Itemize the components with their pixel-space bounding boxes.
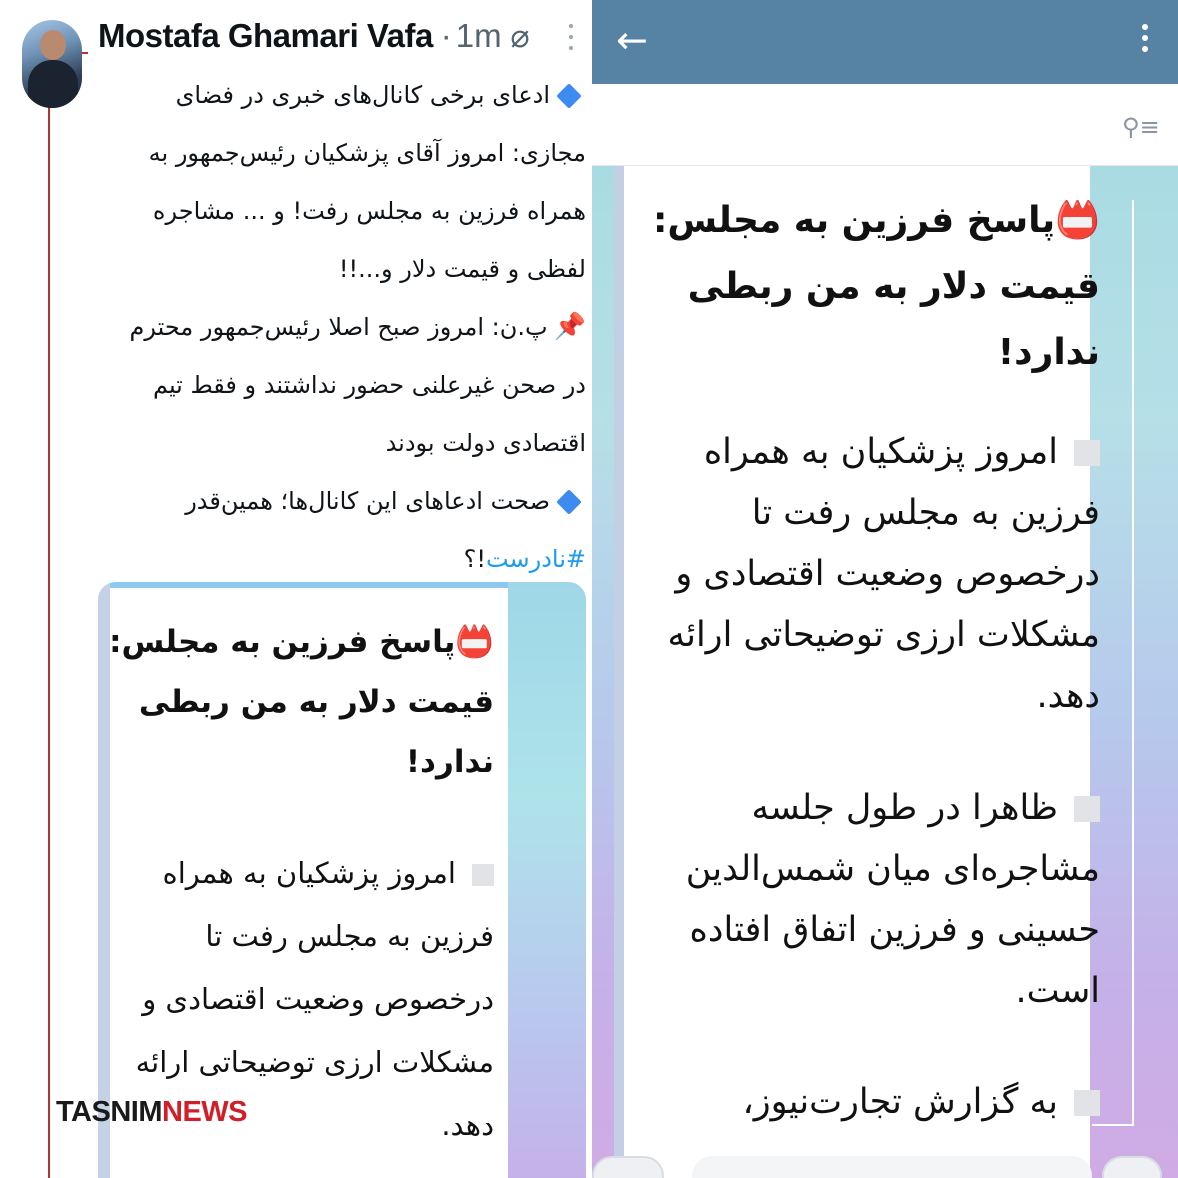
separator: ·	[440, 17, 452, 54]
thread-line	[48, 52, 50, 1178]
post-line: همراه فرزین به مجلس رفت! و ... مشاجره	[152, 197, 586, 225]
post-line: اقتصادی دولت بودند	[385, 429, 586, 457]
author-name[interactable]: Mostafa Ghamari Vafa	[98, 17, 433, 54]
pinned-list-icon[interactable]: ⚲≡	[1122, 113, 1160, 141]
message-paragraph: امروز پزشکیان به همراه فرزین به مجلس رفت تا درخصوص وضعیت اقتصادی و مشکلات ارزی توضیحاتی ارائه دهد.	[667, 432, 1100, 716]
input-right-button[interactable]	[1102, 1156, 1162, 1178]
blue-diamond-icon	[556, 489, 581, 514]
post-line: لفظی و قیمت دلار و...!!	[338, 255, 586, 283]
embed-paragraph: امروز پزشکیان به همراه فرزین به مجلس رفت تا درخصوص وضعیت اقتصادی و مشکلات ارزی توضیحاتی ارائه دهد.	[135, 856, 494, 1142]
blue-diamond-icon	[556, 83, 581, 108]
hashtag-suffix: !؟	[463, 545, 486, 573]
square-bullet-icon	[1074, 440, 1100, 466]
embedded-screenshot[interactable]	[98, 582, 586, 1178]
post-line: در صحن غیرعلنی حضور نداشتند و فقط تیم	[152, 371, 586, 399]
name-badge-icon: 📛	[1055, 200, 1100, 241]
post-line: ادعای برخی کانال‌های خبری در فضای	[175, 81, 550, 109]
square-bullet-icon	[1074, 796, 1100, 822]
square-bullet-icon	[1074, 1090, 1100, 1116]
menu-icon[interactable]	[1140, 24, 1150, 60]
pushpin-icon: 📌	[553, 312, 586, 342]
input-left-button[interactable]	[592, 1156, 664, 1178]
post-line: مجازی: امروز آقای پزشکیان رئیس‌جمهور به	[148, 139, 586, 167]
message-input[interactable]	[692, 1156, 1092, 1178]
tasnim-watermark: TASNIMNEWS	[56, 1096, 248, 1128]
message-paragraph: به گزارش تجارت‌نیوز،	[636, 1072, 1100, 1133]
grok-icon[interactable]: ⌀	[510, 17, 530, 55]
avatar[interactable]	[22, 20, 82, 108]
message-title: 📛پاسخ فرزین به مجلس: قیمت دلار به من ربطی ندارد!	[653, 200, 1100, 373]
post-text	[96, 66, 586, 588]
hashtag-link[interactable]: #نادرست	[485, 545, 586, 573]
embed-wallpaper	[508, 582, 586, 1178]
telegram-panel	[592, 0, 1178, 1178]
message-bubble[interactable]	[614, 166, 1100, 1178]
chat-area	[592, 166, 1178, 1178]
square-bullet-icon	[472, 864, 494, 886]
frame-line	[1132, 200, 1134, 1126]
post-line: پ.ن: امروز صبح اصلا رئیس‌جمهور محترم	[129, 313, 548, 341]
post-header	[98, 14, 502, 58]
frame-line	[1092, 1124, 1134, 1126]
post-line: صحت ادعاهای این کانال‌ها؛ همین‌قدر	[185, 487, 550, 515]
more-options-icon[interactable]	[566, 24, 576, 54]
embed-title: 📛پاسخ فرزین به مجلس: قیمت دلار به من ربطی ندارد!	[109, 624, 494, 780]
pinned-bar[interactable]	[592, 84, 1178, 166]
message-paragraph: ظاهرا در طول جلسه مشاجره‌ای میان شمس‌الدین حسینی و فرزین اتفاق افتاده است.	[685, 788, 1100, 1011]
back-arrow-icon[interactable]: ←	[616, 18, 648, 62]
telegram-header	[592, 0, 1178, 84]
name-badge-icon: 📛	[455, 624, 494, 660]
post-time[interactable]: 1m	[455, 17, 502, 54]
message-accent-bar	[614, 166, 624, 1178]
